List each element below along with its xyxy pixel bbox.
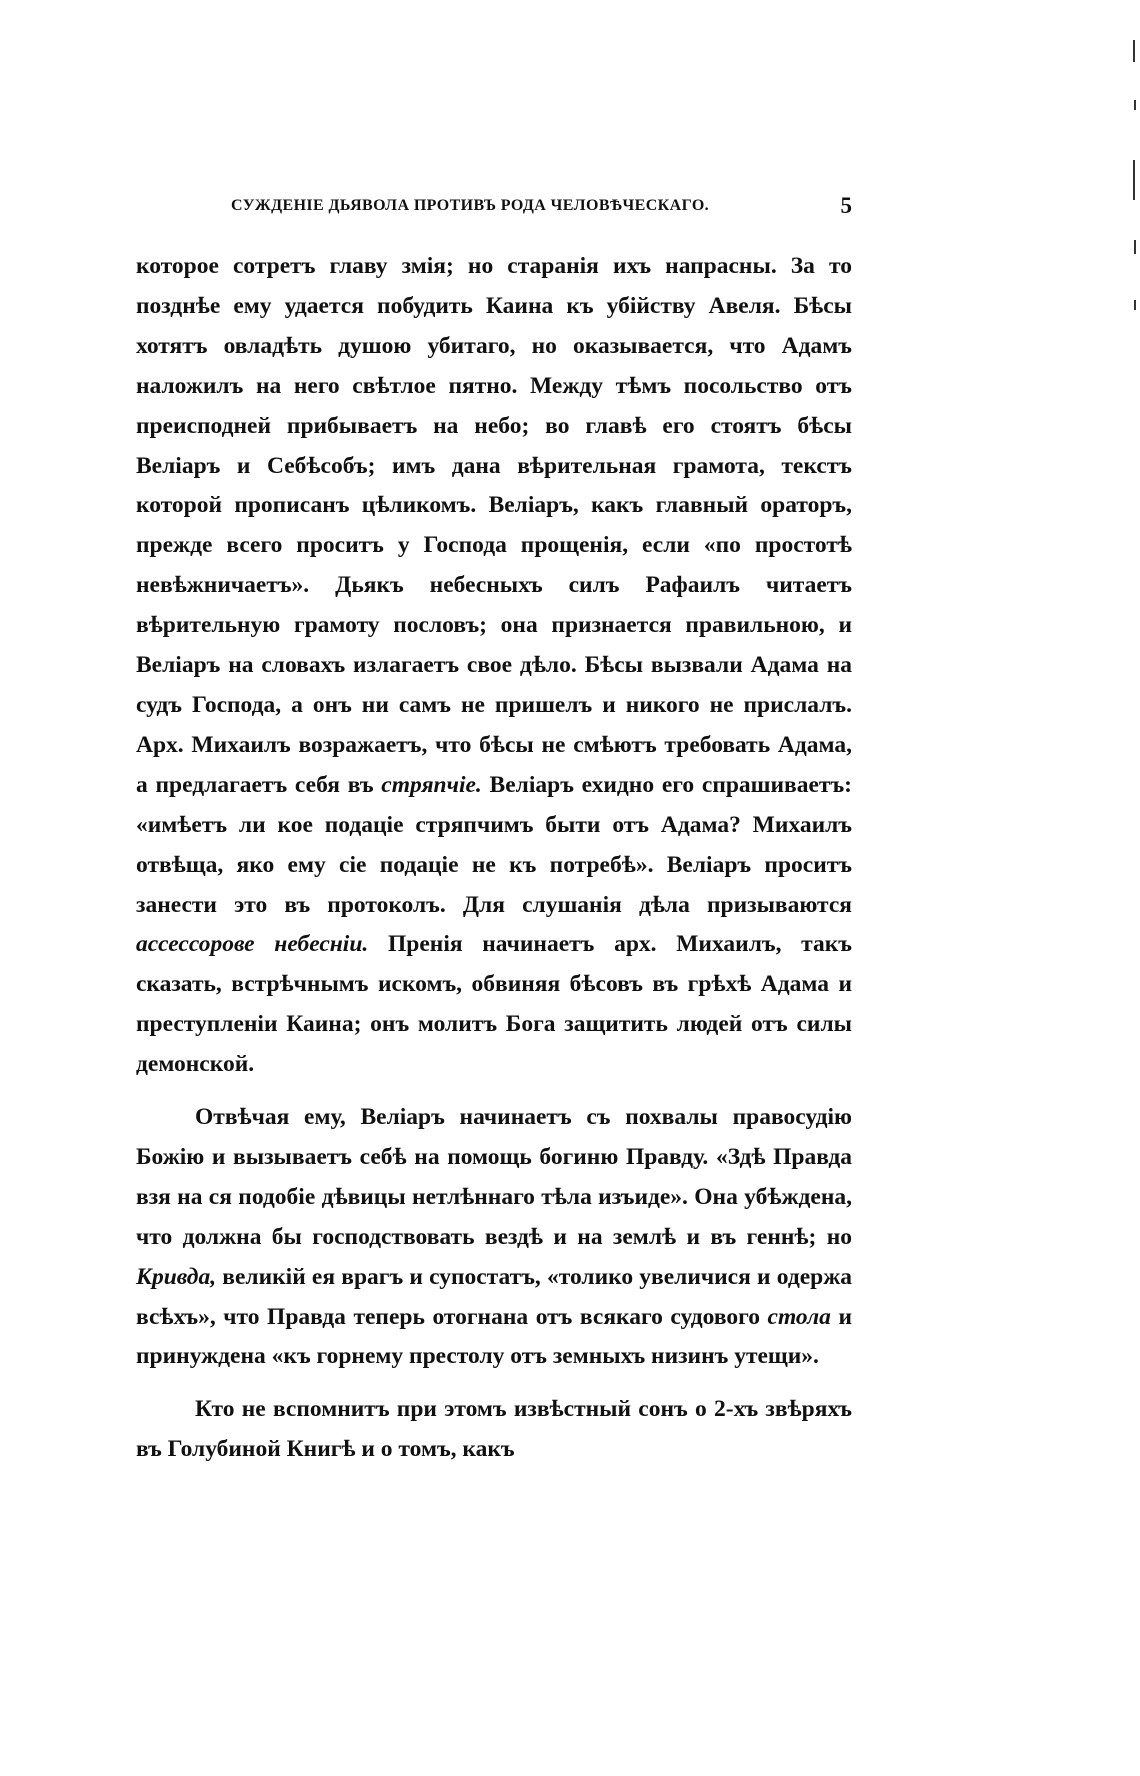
scan-edge-mark	[1133, 160, 1135, 200]
paragraph-1	[136, 247, 852, 1085]
text-run: Веліаръ ехидно его спрашиваетъ: «имѣетъ ли кое подаціе стряпчимъ быти отъ Адама? Михаилъ отвѣща, яко ему сіе подаціе не къ потребѣ». Веліаръ проситъ занести это въ протоколъ. Для слушанія дѣла призываются	[136, 771, 852, 918]
italic-term: стряпчіе.	[381, 771, 482, 798]
running-title: СУЖДЕНІЕ ДЬЯВОЛА ПРОТИВЪ РОДА ЧЕЛОВѢЧЕСКАГО.	[231, 197, 710, 214]
text-run: и принуждена «къ горнему престолу отъ земныхъ низинъ утещи».	[136, 1303, 852, 1370]
paragraph-2	[136, 1098, 852, 1377]
text-run: Отвѣчая ему, Веліаръ начинаетъ съ похвалы правосудію Божію и вызываетъ себѣ на помощь богиню Правду. «Здѣ Правда взя на ся подобіе дѣвицы нетлѣннаго тѣла изъиде». Она убѣждена, что должна бы господствовать вездѣ и на землѣ и въ геннѣ; но	[136, 1104, 852, 1250]
italic-term: стола	[767, 1303, 831, 1330]
text-run: которое сотретъ главу змія; но старанія ихъ напрасны. За то позднѣе ему удается побудить Каина къ убійству Авеля. Бѣсы хотятъ овладѣть душою убитаго, но оказывается, что Адамъ наложилъ на него свѣтлое пятно. Между тѣмъ посольство отъ преисподней прибываетъ на небо; во главѣ его стоятъ бѣсы Веліаръ и Себѣсобъ; имъ дана вѣрительная грамота, текстъ которой прописанъ цѣликомъ. Веліаръ, какъ главный ораторъ, прежде всего проситъ у Господа прощенія, если «по простотѣ невѣжничаетъ». Дьякъ небесныхъ силъ Рафаилъ читаетъ вѣрительную грамоту пословъ; она признается правильною, и Веліаръ на словахъ излагаетъ свое дѣло. Бѣсы вызвали Адама на судъ Господа, а онъ ни самъ не пришелъ и никого не прислалъ. Арх. Михаилъ возражаетъ, что бѣсы не смѣютъ требовать Адама, а предлагаетъ себя въ	[136, 253, 852, 798]
page-number: 5	[840, 193, 852, 218]
body-text	[136, 247, 852, 1470]
text-run: Кто не вспомнитъ при этомъ извѣстный сонъ о 2-хъ звѣряхъ въ Голубиной Книгѣ и о томъ, какъ	[136, 1396, 852, 1463]
paragraph-3	[136, 1390, 852, 1470]
scan-edge-mark	[1133, 40, 1135, 62]
running-head	[136, 193, 852, 223]
scan-edge-mark	[1134, 100, 1136, 110]
scan-edge-mark	[1134, 240, 1136, 254]
italic-term: Кривда,	[136, 1263, 217, 1290]
scan-edge-mark	[1134, 300, 1136, 310]
italic-term: ассессорове небесніи.	[136, 931, 369, 958]
text-run: великій ея врагъ и супостатъ, «толико увеличися и одержа всѣхъ», что Правда теперь отогнана отъ всякаго судового	[136, 1263, 852, 1330]
text-run: Пренія начинаетъ арх. Михаилъ, такъ сказать, встрѣчнымъ искомъ, обвиняя бѣсовъ въ грѣхѣ Адама и преступленіи Каина; онъ молитъ Бога защитить людей отъ силы демонской.	[136, 931, 852, 1078]
